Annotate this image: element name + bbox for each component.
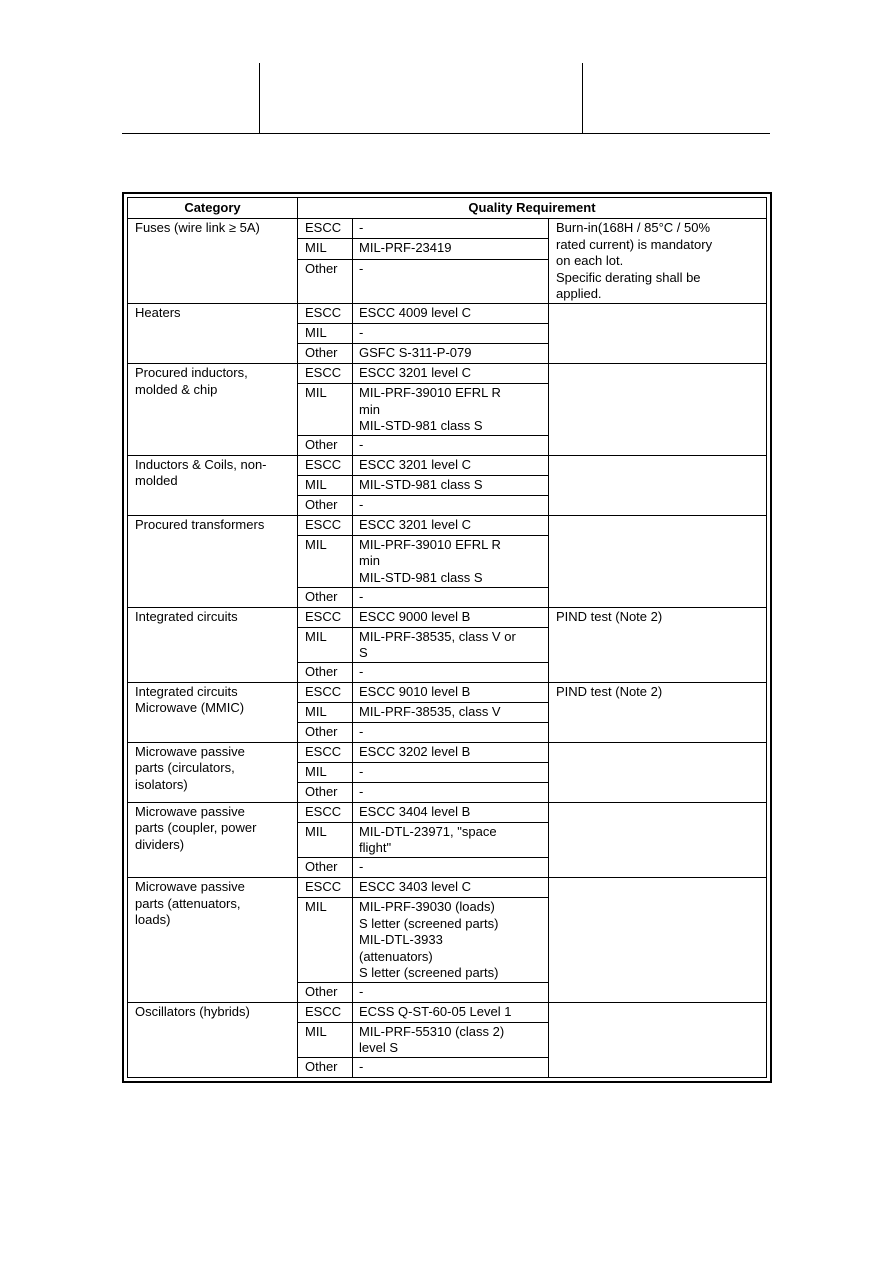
spec-value: MIL-PRF-39030 (loads) S letter (screened parts) MIL-DTL-3933 (attenuators) S letter (screened parts) (353, 897, 549, 982)
standard-label: MIL (298, 702, 353, 722)
standard-label: MIL (298, 822, 353, 857)
standard-label: MIL (298, 897, 353, 982)
spec-value: ECSS Q-ST-60-05 Level 1 (353, 1002, 549, 1022)
standard-label: Other (298, 435, 353, 455)
category-cell: Microwave passive parts (coupler, power dividers) (128, 802, 298, 877)
spec-value: MIL-STD-981 class S (353, 475, 549, 495)
standard-label: Other (298, 722, 353, 742)
standard-label: ESCC (298, 455, 353, 475)
spec-value: ESCC 3403 level C (353, 877, 549, 897)
spec-value: ESCC 3201 level C (353, 515, 549, 535)
standard-label: Other (298, 343, 353, 363)
spec-value: MIL-PRF-39010 EFRL R min MIL-STD-981 class S (353, 535, 549, 587)
table-row (128, 877, 767, 897)
table-row (128, 742, 767, 762)
spec-value: - (353, 1058, 549, 1078)
note-cell (549, 1002, 767, 1077)
spec-value: MIL-PRF-55310 (class 2) level S (353, 1022, 549, 1057)
standard-label: Other (298, 1058, 353, 1078)
spec-value: - (353, 259, 549, 303)
standard-label: MIL (298, 1022, 353, 1057)
standard-label: Other (298, 495, 353, 515)
standard-label: Other (298, 982, 353, 1002)
note-cell: Burn-in(168H / 85°C / 50% rated current) is mandatory on each lot. Specific derating shall be applied. (549, 219, 767, 304)
table-row (128, 455, 767, 475)
table-header-quality: Quality Requirement (298, 198, 767, 219)
standard-label: ESCC (298, 802, 353, 822)
spec-value: ESCC 3202 level B (353, 742, 549, 762)
spec-value: - (353, 762, 549, 782)
note-cell (549, 742, 767, 802)
quality-requirement-table (127, 197, 767, 1078)
spec-value: - (353, 782, 549, 802)
standard-label: Other (298, 782, 353, 802)
header-stub-cell (122, 63, 260, 133)
table-row (128, 607, 767, 627)
spec-value: - (353, 722, 549, 742)
table-header-category: Category (128, 198, 298, 219)
standard-label: MIL (298, 323, 353, 343)
table-row (128, 303, 767, 323)
table-row (128, 802, 767, 822)
table-row (128, 219, 767, 239)
category-cell: Integrated circuits Microwave (MMIC) (128, 682, 298, 742)
table-row (128, 1002, 767, 1022)
spec-value: - (353, 587, 549, 607)
standard-label: ESCC (298, 363, 353, 383)
spec-value: MIL-PRF-38535, class V (353, 702, 549, 722)
spec-value: ESCC 9010 level B (353, 682, 549, 702)
standard-label: ESCC (298, 607, 353, 627)
spec-value: ESCC 3404 level B (353, 802, 549, 822)
category-cell: Integrated circuits (128, 607, 298, 682)
table-row (128, 515, 767, 535)
quality-requirement-table-frame (122, 192, 772, 1083)
standard-label: MIL (298, 762, 353, 782)
category-cell: Procured inductors, molded & chip (128, 363, 298, 455)
table-row (128, 363, 767, 383)
table-row (128, 682, 767, 702)
category-cell: Heaters (128, 303, 298, 363)
standard-label: Other (298, 259, 353, 303)
note-cell (549, 303, 767, 363)
standard-label: ESCC (298, 682, 353, 702)
standard-label: Other (298, 587, 353, 607)
standard-label: MIL (298, 383, 353, 435)
standard-label: Other (298, 662, 353, 682)
spec-value: ESCC 4009 level C (353, 303, 549, 323)
note-cell (549, 515, 767, 607)
spec-value: ESCC 9000 level B (353, 607, 549, 627)
note-cell: PIND test (Note 2) (549, 607, 767, 682)
spec-value: - (353, 495, 549, 515)
category-cell: Procured transformers (128, 515, 298, 607)
standard-label: ESCC (298, 219, 353, 239)
standard-label: ESCC (298, 877, 353, 897)
spec-value: - (353, 323, 549, 343)
spec-value: ESCC 3201 level C (353, 363, 549, 383)
spec-value: - (353, 857, 549, 877)
note-cell (549, 877, 767, 1002)
category-cell: Oscillators (hybrids) (128, 1002, 298, 1077)
note-cell (549, 455, 767, 515)
standard-label: MIL (298, 627, 353, 662)
page-header-table-stub (122, 63, 770, 134)
standard-label: ESCC (298, 303, 353, 323)
spec-value: GSFC S-311-P-079 (353, 343, 549, 363)
note-cell (549, 802, 767, 877)
standard-label: MIL (298, 535, 353, 587)
standard-label: Other (298, 857, 353, 877)
standard-label: ESCC (298, 1002, 353, 1022)
category-cell: Microwave passive parts (attenuators, loads) (128, 877, 298, 1002)
spec-value: MIL-PRF-39010 EFRL R min MIL-STD-981 class S (353, 383, 549, 435)
spec-value: ESCC 3201 level C (353, 455, 549, 475)
standard-label: MIL (298, 475, 353, 495)
category-cell: Inductors & Coils, non- molded (128, 455, 298, 515)
spec-value: MIL-PRF-23419 (353, 239, 549, 259)
standard-label: ESCC (298, 742, 353, 762)
category-cell: Microwave passive parts (circulators, isolators) (128, 742, 298, 802)
header-stub-cell (260, 63, 583, 133)
standard-label: MIL (298, 239, 353, 259)
header-stub-cell (583, 63, 770, 133)
spec-value: MIL-DTL-23971, "space flight" (353, 822, 549, 857)
spec-value: MIL-PRF-38535, class V or S (353, 627, 549, 662)
table-header-row (128, 198, 767, 219)
note-cell: PIND test (Note 2) (549, 682, 767, 742)
note-cell (549, 363, 767, 455)
category-cell: Fuses (wire link ≥ 5A) (128, 219, 298, 304)
spec-value: - (353, 662, 549, 682)
spec-value: - (353, 982, 549, 1002)
spec-value: - (353, 219, 549, 239)
standard-label: ESCC (298, 515, 353, 535)
spec-value: - (353, 435, 549, 455)
